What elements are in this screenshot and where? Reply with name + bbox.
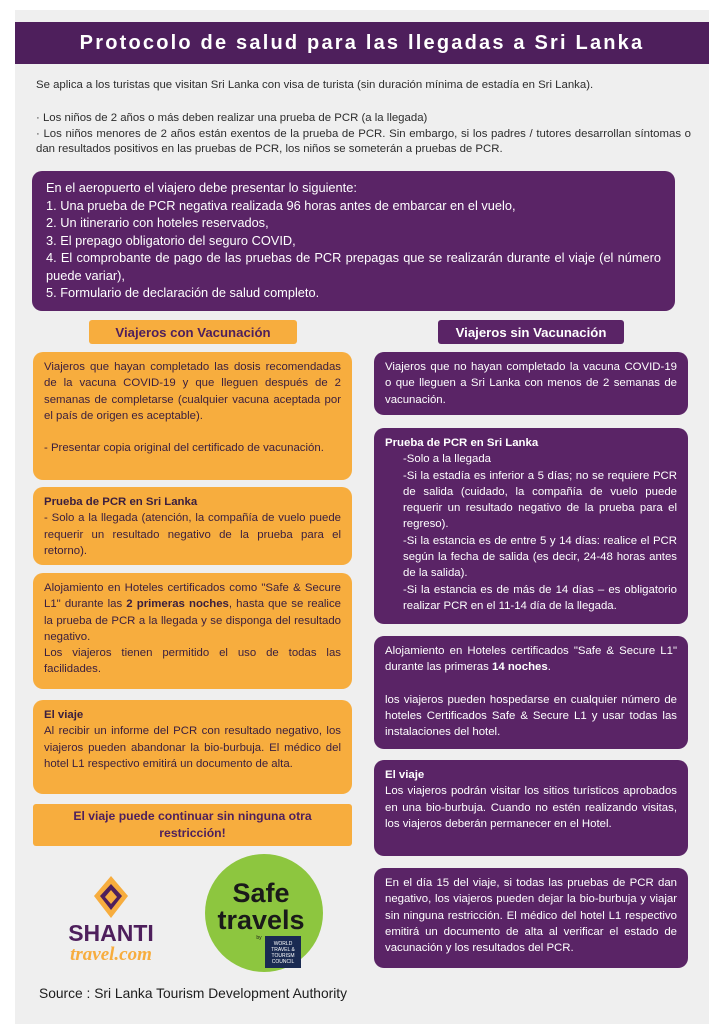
vaccinated-trip-title: El viaje [44, 709, 84, 721]
airport-item: 1. Una prueba de PCR negativa realizada 96 horas antes de embarcar en el vuelo, [46, 197, 516, 213]
top-strip [15, 0, 709, 10]
vaccinated-accommodation-box [33, 573, 352, 689]
unvaccinated-pcr-item: -Solo a la llegada [403, 453, 492, 466]
shanti-travel-logo [40, 872, 182, 964]
unvaccinated-eligibility-text: Viajeros que no hayan completado la vacuna COVID-19 o que lleguen a Sri Lanka con menos de 2 semanas de vacunación. [385, 361, 677, 406]
vaccinated-pcr-text: - Solo a la llegada (atención, la compañía de vuelo puede requerir un resultado negativo de la prueba para el retorno). [44, 512, 341, 557]
airport-item: 5. Formulario de declaración de salud completo. [46, 285, 320, 300]
unvaccinated-accommodation-box [374, 636, 688, 749]
shanti-logo-name: SHANTI [68, 920, 154, 946]
vaccinated-accommodation-text [44, 580, 341, 645]
unvaccinated-accommodation-pre: Alojamiento en Hoteles certificados "Safe & Secure L1" durante las primeras [385, 645, 677, 674]
airport-item: 2. Un itinerario con hoteles reservados, [46, 215, 269, 230]
airport-requirements [32, 171, 675, 311]
vaccinated-certificate-note: - Presentar copia original del certificado de vacunación. [44, 442, 324, 455]
intro-children [36, 111, 691, 158]
unvaccinated-pcr-item: -Si la estadía es inferior a 5 días; no se requiere PCR de salida (cuidado, la compañía de vuelo puede requerir un resultado negativo de la prueba para el regreso). [403, 469, 677, 531]
vaccinated-eligibility-box [33, 352, 352, 480]
vaccinated-pcr-box [33, 487, 352, 565]
vaccinated-trip-text: Al recibir un informe del PCR con resultado negativo, los viajeros pueden abandonar la bio-burbuja. El médico del hotel L1 respectivo emitirá un documento de alta. [44, 725, 341, 770]
vaccinated-accommodation-post: , hasta que se realice la prueba de PCR a la llegada y se disponga del resultado negativo. [44, 598, 341, 643]
wttc-line4: COUNCIL [271, 959, 295, 965]
vaccinated-accommodation-nights: 2 primeras noches [126, 598, 229, 611]
vaccinated-eligibility-text: Viajeros que hayan completado las dosis recomendadas de la vacuna COVID-19 y que lleguen después de 2 semanas de completarse (cualquier vacuna aceptada por el país de origen es aceptable). [44, 361, 341, 422]
unvaccinated-pcr-item: -Si la estancia es de más de 14 días – es obligatorio realizar PCR en el 11-14 día de la llegada. [403, 583, 677, 612]
airport-item: 3. El prepago obligatorio del seguro COVID, [46, 232, 296, 248]
unvaccinated-pcr-item: -Si la estancia es de entre 5 y 14 días: realice el PCR según la fecha de salida (es decir, 24-48 horas antes de la salida). [403, 534, 677, 580]
unvaccinated-accommodation-text [385, 643, 677, 676]
vaccinated-header: Viajeros con Vacunación [89, 320, 297, 344]
intro-children-2: · Los niños menores de 2 años están exentos de la prueba de PCR. Sin embargo, si los padres / tutores desarrollan síntomas o dan resultados positivos en las pruebas de PCR, los niños se someterán a pruebas de PCR. [36, 127, 691, 155]
unvaccinated-pcr-list [385, 451, 677, 614]
unvaccinated-discharge-text: En el día 15 del viaje, si todas las pruebas de PCR dan negativo, los viajeros pueden dejar la bio-burbuja y viajar sin ninguna restricción. El médico del hotel L1 respectivo emitirá un documento de alta al verificar el estado de vacunación y los resultados del PCR. [385, 877, 677, 955]
shanti-logo-domain: travel.com [70, 944, 152, 964]
safe-travels-line1: Safe [232, 878, 290, 908]
unvaccinated-eligibility-box [374, 352, 688, 415]
unvaccinated-header: Viajeros sin Vacunación [438, 320, 624, 344]
wttc-line2: TRAVEL & [271, 947, 295, 953]
safe-travels-stamp [203, 852, 325, 974]
source-credit: Source : Sri Lanka Tourism Development Authority [39, 986, 348, 1001]
unvaccinated-trip-title: El viaje [385, 769, 425, 781]
unvaccinated-discharge-box [374, 868, 688, 968]
unvaccinated-accommodation-nights: 14 noches [492, 661, 548, 674]
vaccinated-final-note: El viaje puede continuar sin ninguna otra restricción! [33, 804, 352, 846]
wttc-line1: WORLD [273, 941, 293, 947]
vaccinated-facilities-text: Los viajeros tienen permitido el uso de todas las facilidades. [44, 647, 341, 676]
safe-travels-by: by [256, 935, 262, 941]
intro-scope-text: Se aplica a los turistas que visitan Sri Lanka con visa de turista (sin duración mínima de estadía en Sri Lanka). [36, 79, 594, 91]
unvaccinated-pcr-title: Prueba de PCR en Sri Lanka [385, 437, 539, 449]
vaccinated-accommodation-pre: Alojamiento en Hoteles certificados como "Safe & Secure L1" durante las [44, 582, 341, 611]
wttc-line3: TOURISM [271, 953, 295, 959]
safe-travels-line2: travels [217, 905, 305, 935]
airport-heading: En el aeropuerto el viajero debe presentar lo siguiente: [46, 180, 357, 195]
vaccinated-trip-box [33, 700, 352, 794]
unvaccinated-accommodation-post: . [547, 661, 551, 674]
intro-children-1: · Los niños de 2 años o más deben realizar una prueba de PCR (a la llegada) [36, 112, 428, 124]
unvaccinated-trip-text: Los viajeros podrán visitar los sitios turísticos aprobados en una bio-burbuja. Cuando no estén realizando visitas, los viajeros deberán permanecer en el Hotel. [385, 785, 677, 830]
page [15, 0, 709, 1024]
unvaccinated-pcr-box [374, 428, 688, 624]
vaccinated-pcr-title: Prueba de PCR en Sri Lanka [44, 496, 198, 508]
unvaccinated-hotels-text: los viajeros pueden hospedarse en cualquier número de hoteles Certificados Safe & Secure L1 y usar todas las instalaciones del hotel. [385, 693, 677, 739]
page-title: Protocolo de salud para las llegadas a Sri Lanka [15, 22, 709, 64]
unvaccinated-trip-box [374, 760, 688, 856]
airport-item: 4. El comprobante de pago de las pruebas de PCR prepagas que se realizarán durante el viaje (el número puede variar), [46, 250, 661, 283]
intro-scope [36, 78, 691, 94]
